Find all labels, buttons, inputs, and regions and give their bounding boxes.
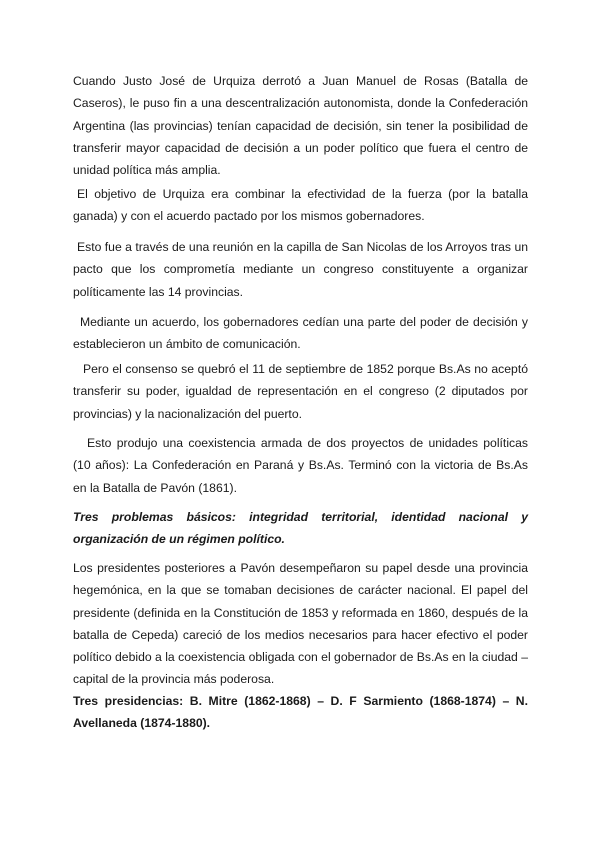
paragraph-presidents: Los presidentes posteriores a Pavón desempeñaron su papel desde una provincia hegemónica, en la que se tomaban decisiones de carácter nacional. El papel del presidente (definida en la Constitución de 1853 y reformada en 1860, después de la batalla de Cepeda) careció de los medios necesarios para hacer efectivo el poder político debido a la coexistencia obligada con el gobernador de Bs.As en la ciudad – capital de la provincia más poderosa.	[73, 561, 528, 687]
paragraph-governors-agreement: Mediante un acuerdo, los gobernadores cedían una parte del poder de decisión y establecieron un ámbito de comunicación.	[73, 315, 528, 352]
paragraph-armed-coexistence: Esto produjo una coexistencia armada de dos proyectos de unidades políticas (10 años): La Confederación en Paraná y Bs.As. Terminó con la victoria de Bs.As en la Batalla de Pavón (1861).	[73, 436, 528, 495]
paragraph-urquiza-objective: El objetivo de Urquiza era combinar la efectividad de la fuerza (por la batalla ganada) y con el acuerdo pactado por los mismos gobernadores.	[73, 187, 528, 224]
paragraph-caseros: Cuando Justo José de Urquiza derrotó a Juan Manuel de Rosas (Batalla de Caseros), le puso fin a una descentralización autonomista, donde la Confederación Argentina (las provincias) tenían capacidad de decisión, sin tener la posibilidad de transferir mayor capacidad de decisión a un poder político que fuera el centro de unidad política más amplia.	[73, 74, 528, 178]
paragraph-consensus-broken: Pero el consenso se quebró el 11 de septiembre de 1852 porque Bs.As no aceptó transferir su poder, igualdad de representación en el congreso (2 diputados por provincias) y la nacionalización del puerto.	[73, 362, 528, 421]
paragraph-san-nicolas-pact: Esto fue a través de una reunión en la capilla de San Nicolas de los Arroyos tras un pacto que los comprometía mediante un congreso constituyente a organizar políticamente las 14 provincias.	[73, 240, 528, 299]
heading-three-presidencies: Tres presidencias: B. Mitre (1862-1868) – D. F Sarmiento (1868-1874) – N. Avellaneda (1874-1880).	[73, 694, 528, 731]
heading-three-problems: Tres problemas básicos: integridad territorial, identidad nacional y organización de un régimen político.	[73, 510, 528, 547]
